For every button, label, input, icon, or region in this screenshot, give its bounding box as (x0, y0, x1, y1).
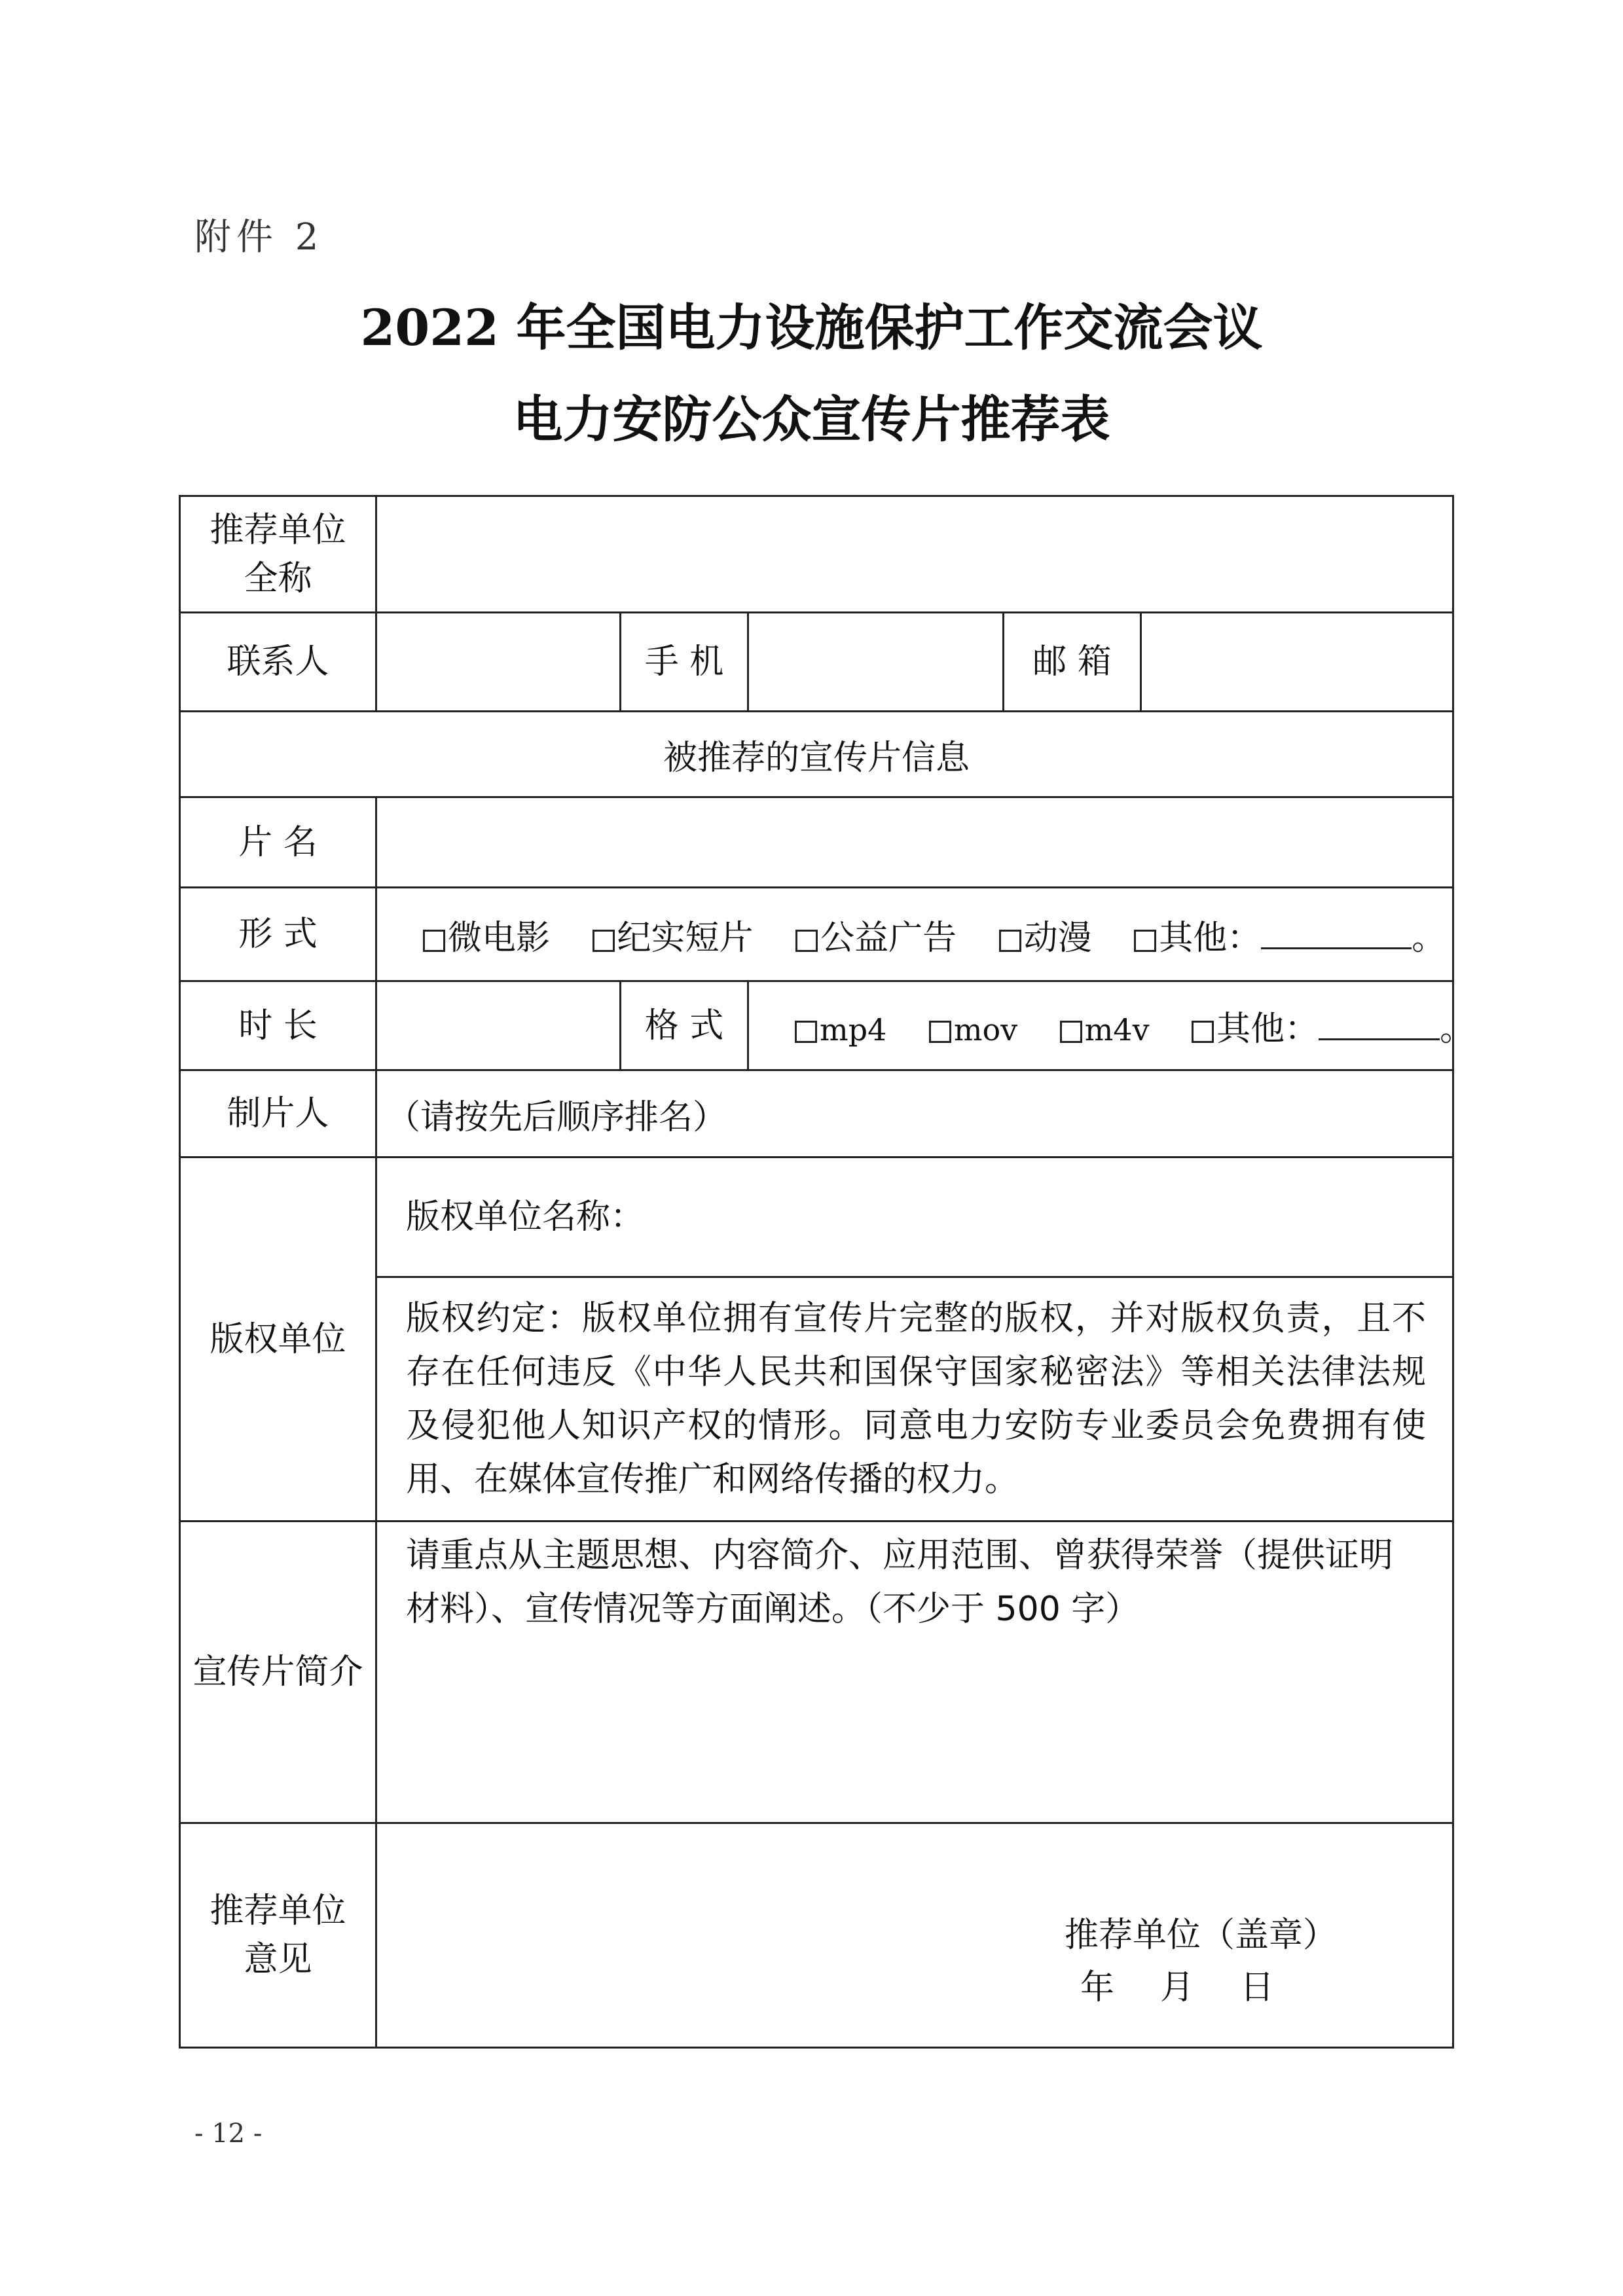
opinion-label: 推荐单位 意见 (180, 1823, 376, 2048)
intro-field[interactable] (376, 1522, 1453, 1823)
email-field[interactable] (1141, 613, 1453, 712)
checkbox-icon[interactable] (1192, 1021, 1214, 1043)
option-other-file-format[interactable]: 其他： 。 (1192, 1010, 1474, 1049)
other-file-format-blank[interactable] (1319, 1032, 1440, 1040)
row-film-name (180, 797, 1453, 888)
producer-hint: （请按先后顺序排名） (386, 1097, 727, 1137)
opinion-field[interactable] (376, 1823, 1453, 2048)
file-format-label: 格 式 (621, 981, 748, 1070)
recommending-unit-label: 推荐单位 全称 (180, 496, 376, 613)
option-documentary[interactable]: 纪实短片 (593, 919, 754, 958)
contact-label: 联系人 (180, 613, 376, 712)
checkbox-icon[interactable] (929, 1021, 951, 1043)
row-contact (180, 613, 1453, 712)
option-mp4[interactable]: mp4 (795, 1010, 886, 1049)
copyright-agreement: 版权约定：版权单位拥有宣传片完整的版权，并对版权负责，且不存在任何违反《中华人民共和国保守国家秘密法》等相关法律法规及侵犯他人知识产权的情形。同意电力安防专业委员会免费拥有使用、在媒体宣传推广和网络传播的权力。 (376, 1277, 1453, 1522)
option-animation[interactable]: 动漫 (999, 919, 1092, 958)
date-month: 月 (1160, 1968, 1195, 2007)
document-title-line-1: 2022 年全国电力设施保护工作交流会议 (360, 299, 1263, 357)
stamp-label: 推荐单位（盖章） (1065, 1916, 1338, 1955)
stamp-block (1065, 1909, 1337, 2014)
recommendation-form-table (179, 495, 1474, 2049)
row-duration-format (180, 981, 1453, 1070)
checkbox-icon[interactable] (999, 930, 1021, 952)
row-producer (180, 1070, 1453, 1157)
film-name-label: 片 名 (180, 797, 376, 888)
option-mov[interactable]: mov (929, 1010, 1017, 1049)
checkbox-icon[interactable] (795, 930, 818, 952)
format-type-options (376, 888, 1453, 981)
producer-field[interactable] (376, 1070, 1453, 1157)
copyright-unit-name-field[interactable] (376, 1157, 1453, 1277)
row-section-header (180, 712, 1453, 797)
file-format-options (748, 981, 1474, 1070)
checkbox-icon[interactable] (795, 1021, 817, 1043)
recommending-unit-field[interactable] (376, 496, 1453, 613)
document-title-line-2: 电力安防公众宣传片推荐表 (513, 390, 1110, 448)
option-other[interactable]: 其他： 。 (1134, 919, 1446, 958)
copyright-unit-name-label: 版权单位名称： (406, 1197, 645, 1237)
checkbox-icon[interactable] (1134, 930, 1156, 952)
row-copyright-unit-name (180, 1157, 1453, 1277)
row-format-type (180, 888, 1453, 981)
email-label: 邮 箱 (1004, 613, 1141, 712)
intro-hint: 请重点从主题思想、内容简介、应用范围、曾获得荣誉（提供证明材料）、宣传情况等方面阐述。（不少于 500 字） (406, 1536, 1394, 1629)
other-format-blank[interactable] (1261, 941, 1412, 949)
intro-label: 宣传片简介 (180, 1522, 376, 1823)
film-name-field[interactable] (376, 797, 1453, 888)
date-line (1065, 1961, 1337, 2014)
attachment-label: 附件 2 (194, 216, 324, 259)
section-header: 被推荐的宣传片信息 (180, 712, 1453, 797)
duration-label: 时 长 (180, 981, 376, 1070)
phone-field[interactable] (748, 613, 1004, 712)
phone-label: 手 机 (621, 613, 748, 712)
page-number: - 12 - (194, 2119, 263, 2149)
checkbox-icon[interactable] (1060, 1021, 1082, 1043)
option-micro-film[interactable]: 微电影 (423, 919, 550, 958)
date-day: 日 (1240, 1968, 1275, 2007)
option-public-ad[interactable]: 公益广告 (795, 919, 957, 958)
contact-field[interactable] (376, 613, 621, 712)
duration-field[interactable] (376, 981, 621, 1070)
row-recommending-opinion (180, 1823, 1453, 2048)
row-recommending-unit (180, 496, 1453, 613)
copyright-label: 版权单位 (180, 1157, 376, 1522)
option-m4v[interactable]: m4v (1060, 1010, 1150, 1049)
date-year: 年 (1080, 1968, 1115, 2007)
checkbox-icon[interactable] (593, 930, 615, 952)
row-film-intro (180, 1522, 1453, 1823)
format-type-label: 形 式 (180, 888, 376, 981)
producer-label: 制片人 (180, 1070, 376, 1157)
checkbox-icon[interactable] (423, 930, 445, 952)
